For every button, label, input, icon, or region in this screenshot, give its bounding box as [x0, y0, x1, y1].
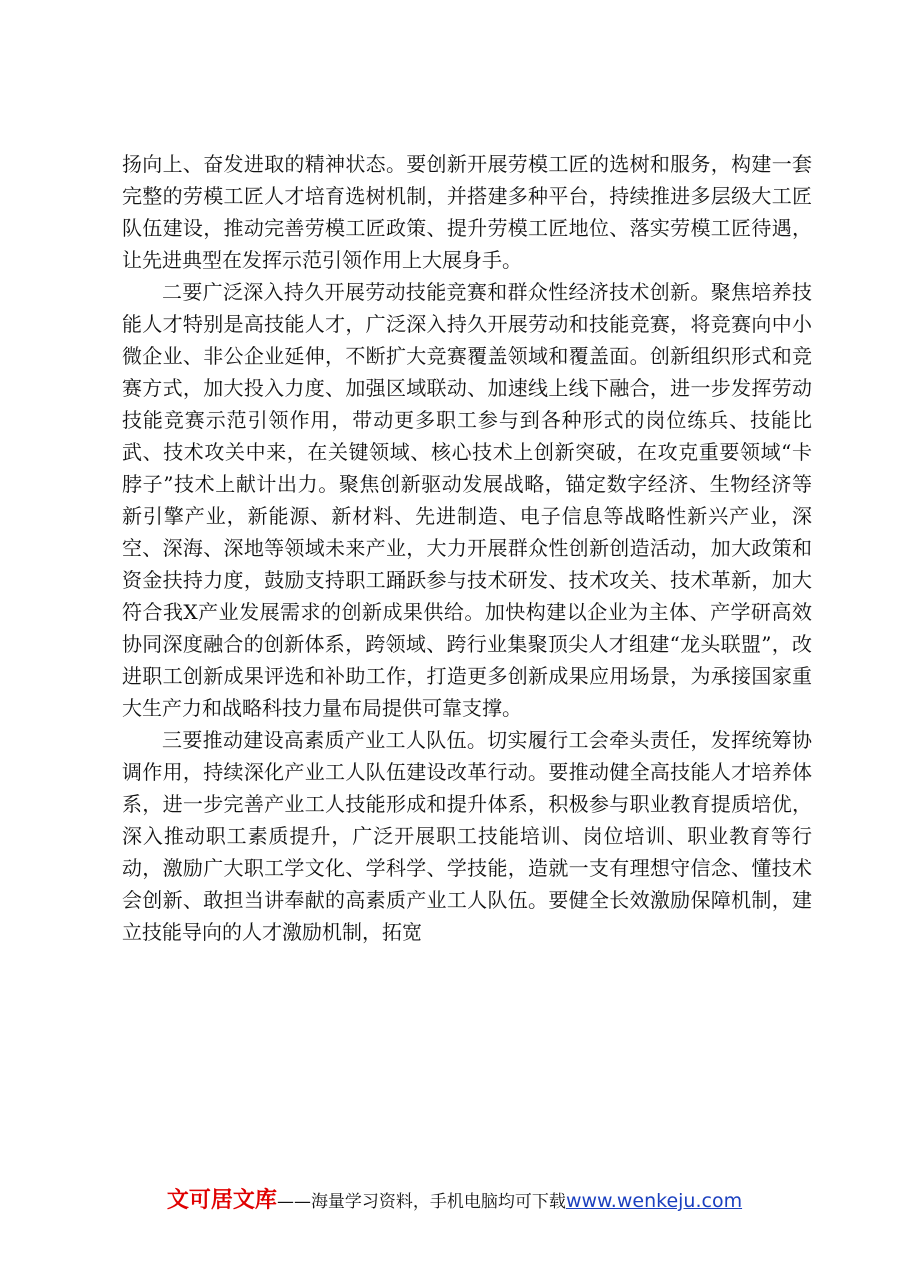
document-body	[122, 148, 812, 948]
footer-slogan: ——海量学习资料，手机电脑均可下载	[276, 1192, 566, 1212]
footer-banner	[0, 1183, 909, 1214]
paragraph-1: 扬向上、奋发进取的精神状态。要创新开展劳模工匠的选树和服务，构建一套完整的劳模工匠人才培育选树机制，并搭建多种平台，持续推进多层级大工匠队伍建设，推动完善劳模工匠政策、提升劳模工匠地位、落实劳模工匠待遇，让先进典型在发挥示范引领作用上大展身手。	[122, 152, 812, 272]
footer-brand: 文可居文库	[166, 1188, 277, 1213]
footer-url-link[interactable]: www.wenkeju.com	[565, 1190, 743, 1212]
paragraph-2: 二要广泛深入持久开展劳动技能竞赛和群众性经济技术创新。聚焦培养技能人才特别是高技能人才，广泛深入持久开展劳动和技能竞赛，将竞赛向中小微企业、非公企业延伸，不断扩大竞赛覆盖领域和覆盖面。创新组织形式和竞赛方式，加大投入力度、加强区域联动、加速线上线下融合，进一步发挥劳动技能竞赛示范引领作用，带动更多职工参与到各种形式的岗位练兵、技能比武、技术攻关中来，在关键领域、核心技术上创新突破，在攻克重要领域“卡脖子”技术上献计出力。聚焦创新驱动发展战略，锚定数字经济、生物经济等新引擎产业，新能源、新材料、先进制造、电子信息等战略性新兴产业，深空、深海、深地等领域未来产业，大力开展群众性创新创造活动，加大政策和资金扶持力度，鼓励支持职工踊跃参与技术研发、技术攻关、技术革新，加大符合我X产业发展需求的创新成果供给。加快构建以企业为主体、产学研高效协同深度融合的创新体系，跨领域、跨行业集聚顶尖人才组建“龙头联盟”，改进职工创新成果评选和补助工作，打造更多创新成果应用场景，为承接国家重大生产力和战略科技力量布局提供可靠支撑。	[122, 280, 812, 720]
paragraph-3: 三要推动建设高素质产业工人队伍。切实履行工会牵头责任，发挥统筹协调作用，持续深化产业工人队伍建设改革行动。要推动健全高技能人才培养体系，进一步完善产业工人技能形成和提升体系，积极参与职业教育提质培优，深入推动职工素质提升，广泛开展职工技能培训、岗位培训、职业教育等行动，激励广大职工学文化、学科学、学技能，造就一支有理想守信念、懂技术会创新、敢担当讲奉献的高素质产业工人队伍。要健全长效激励保障机制，建立技能导向的人才激励机制，拓宽	[122, 728, 812, 944]
